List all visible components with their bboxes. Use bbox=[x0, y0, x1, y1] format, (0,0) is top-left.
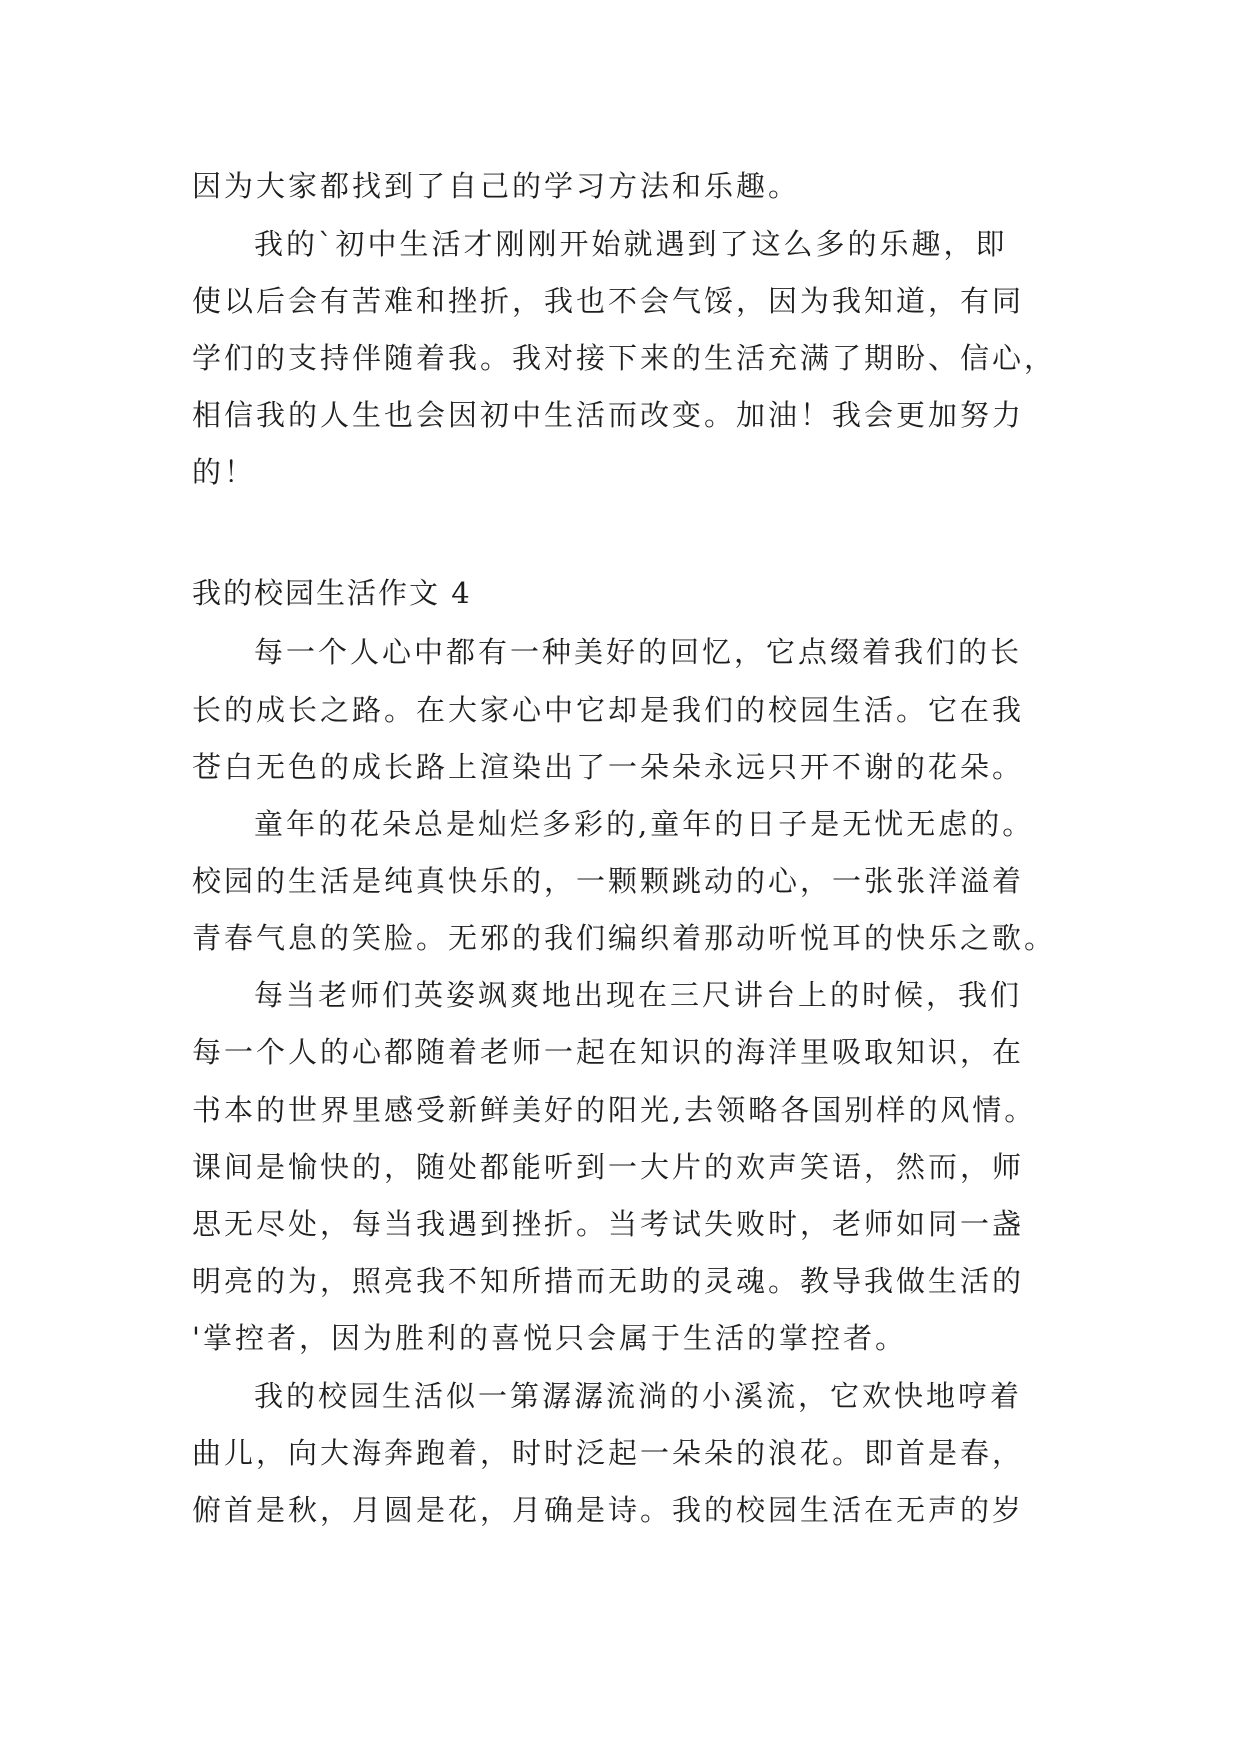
text-line: 曲儿，向大海奔跑着，时时泛起一朵朵的浪花。即首是春， bbox=[192, 1436, 1025, 1470]
text-line: 相信我的人生也会因初中生活而改变。加油！我会更加努力 bbox=[192, 398, 1025, 432]
text-line: 苍白无色的成长路上渲染出了一朵朵永远只开不谢的花朵。 bbox=[192, 750, 1025, 784]
paragraph-first-line: 我的校园生活似一第潺潺流淌的小溪流，它欢快地哼着 bbox=[254, 1379, 1023, 1413]
text-line: 使以后会有苦难和挫折，我也不会气馁，因为我知道，有同 bbox=[192, 284, 1025, 318]
text-line: 校园的生活是纯真快乐的，一颗颗跳动的心，一张张洋溢着 bbox=[192, 864, 1025, 898]
text-line: 青春气息的笑脸。无邪的我们编织着那动听悦耳的快乐之歌。 bbox=[192, 921, 1057, 955]
text-line: 明亮的为，照亮我不知所措而无助的灵魂。教导我做生活的 bbox=[192, 1264, 1025, 1298]
text-line: 学们的支持伴随着我。我对接下来的生活充满了期盼、信心， bbox=[192, 341, 1057, 375]
paragraph-first-line: 我的`初中生活才刚刚开始就遇到了这么多的乐趣，即 bbox=[254, 227, 1008, 261]
paragraph-first-line: 每一个人心中都有一种美好的回忆，它点缀着我们的长 bbox=[254, 635, 1023, 669]
text-line: 俯首是秋，月圆是花，月确是诗。我的校园生活在无声的岁 bbox=[192, 1493, 1025, 1527]
text-line: '掌控者，因为胜利的喜悦只会属于生活的掌控者。 bbox=[192, 1321, 907, 1355]
text-line: 每一个人的心都随着老师一起在知识的海洋里吸取知识，在 bbox=[192, 1035, 1025, 1069]
section-title: 我的校园生活作文 4 bbox=[192, 576, 472, 610]
text-line: 因为大家都找到了自己的学习方法和乐趣。 bbox=[192, 169, 801, 203]
text-line: 书本的世界里感受新鲜美好的阳光,去领略各国别样的风情。 bbox=[192, 1093, 1037, 1127]
text-line: 思无尽处，每当我遇到挫折。当考试失败时，老师如同一盏 bbox=[192, 1207, 1025, 1241]
text-line: 长的成长之路。在大家心中它却是我们的校园生活。它在我 bbox=[192, 693, 1025, 727]
text-line: 的！ bbox=[192, 455, 257, 489]
paragraph-first-line: 每当老师们英姿飒爽地出现在三尺讲台上的时候，我们 bbox=[254, 978, 1023, 1012]
paragraph-first-line: 童年的花朵总是灿烂多彩的,童年的日子是无忧无虑的。 bbox=[254, 807, 1035, 841]
text-line: 课间是愉快的，随处都能听到一大片的欢声笑语，然而，师 bbox=[192, 1150, 1025, 1184]
